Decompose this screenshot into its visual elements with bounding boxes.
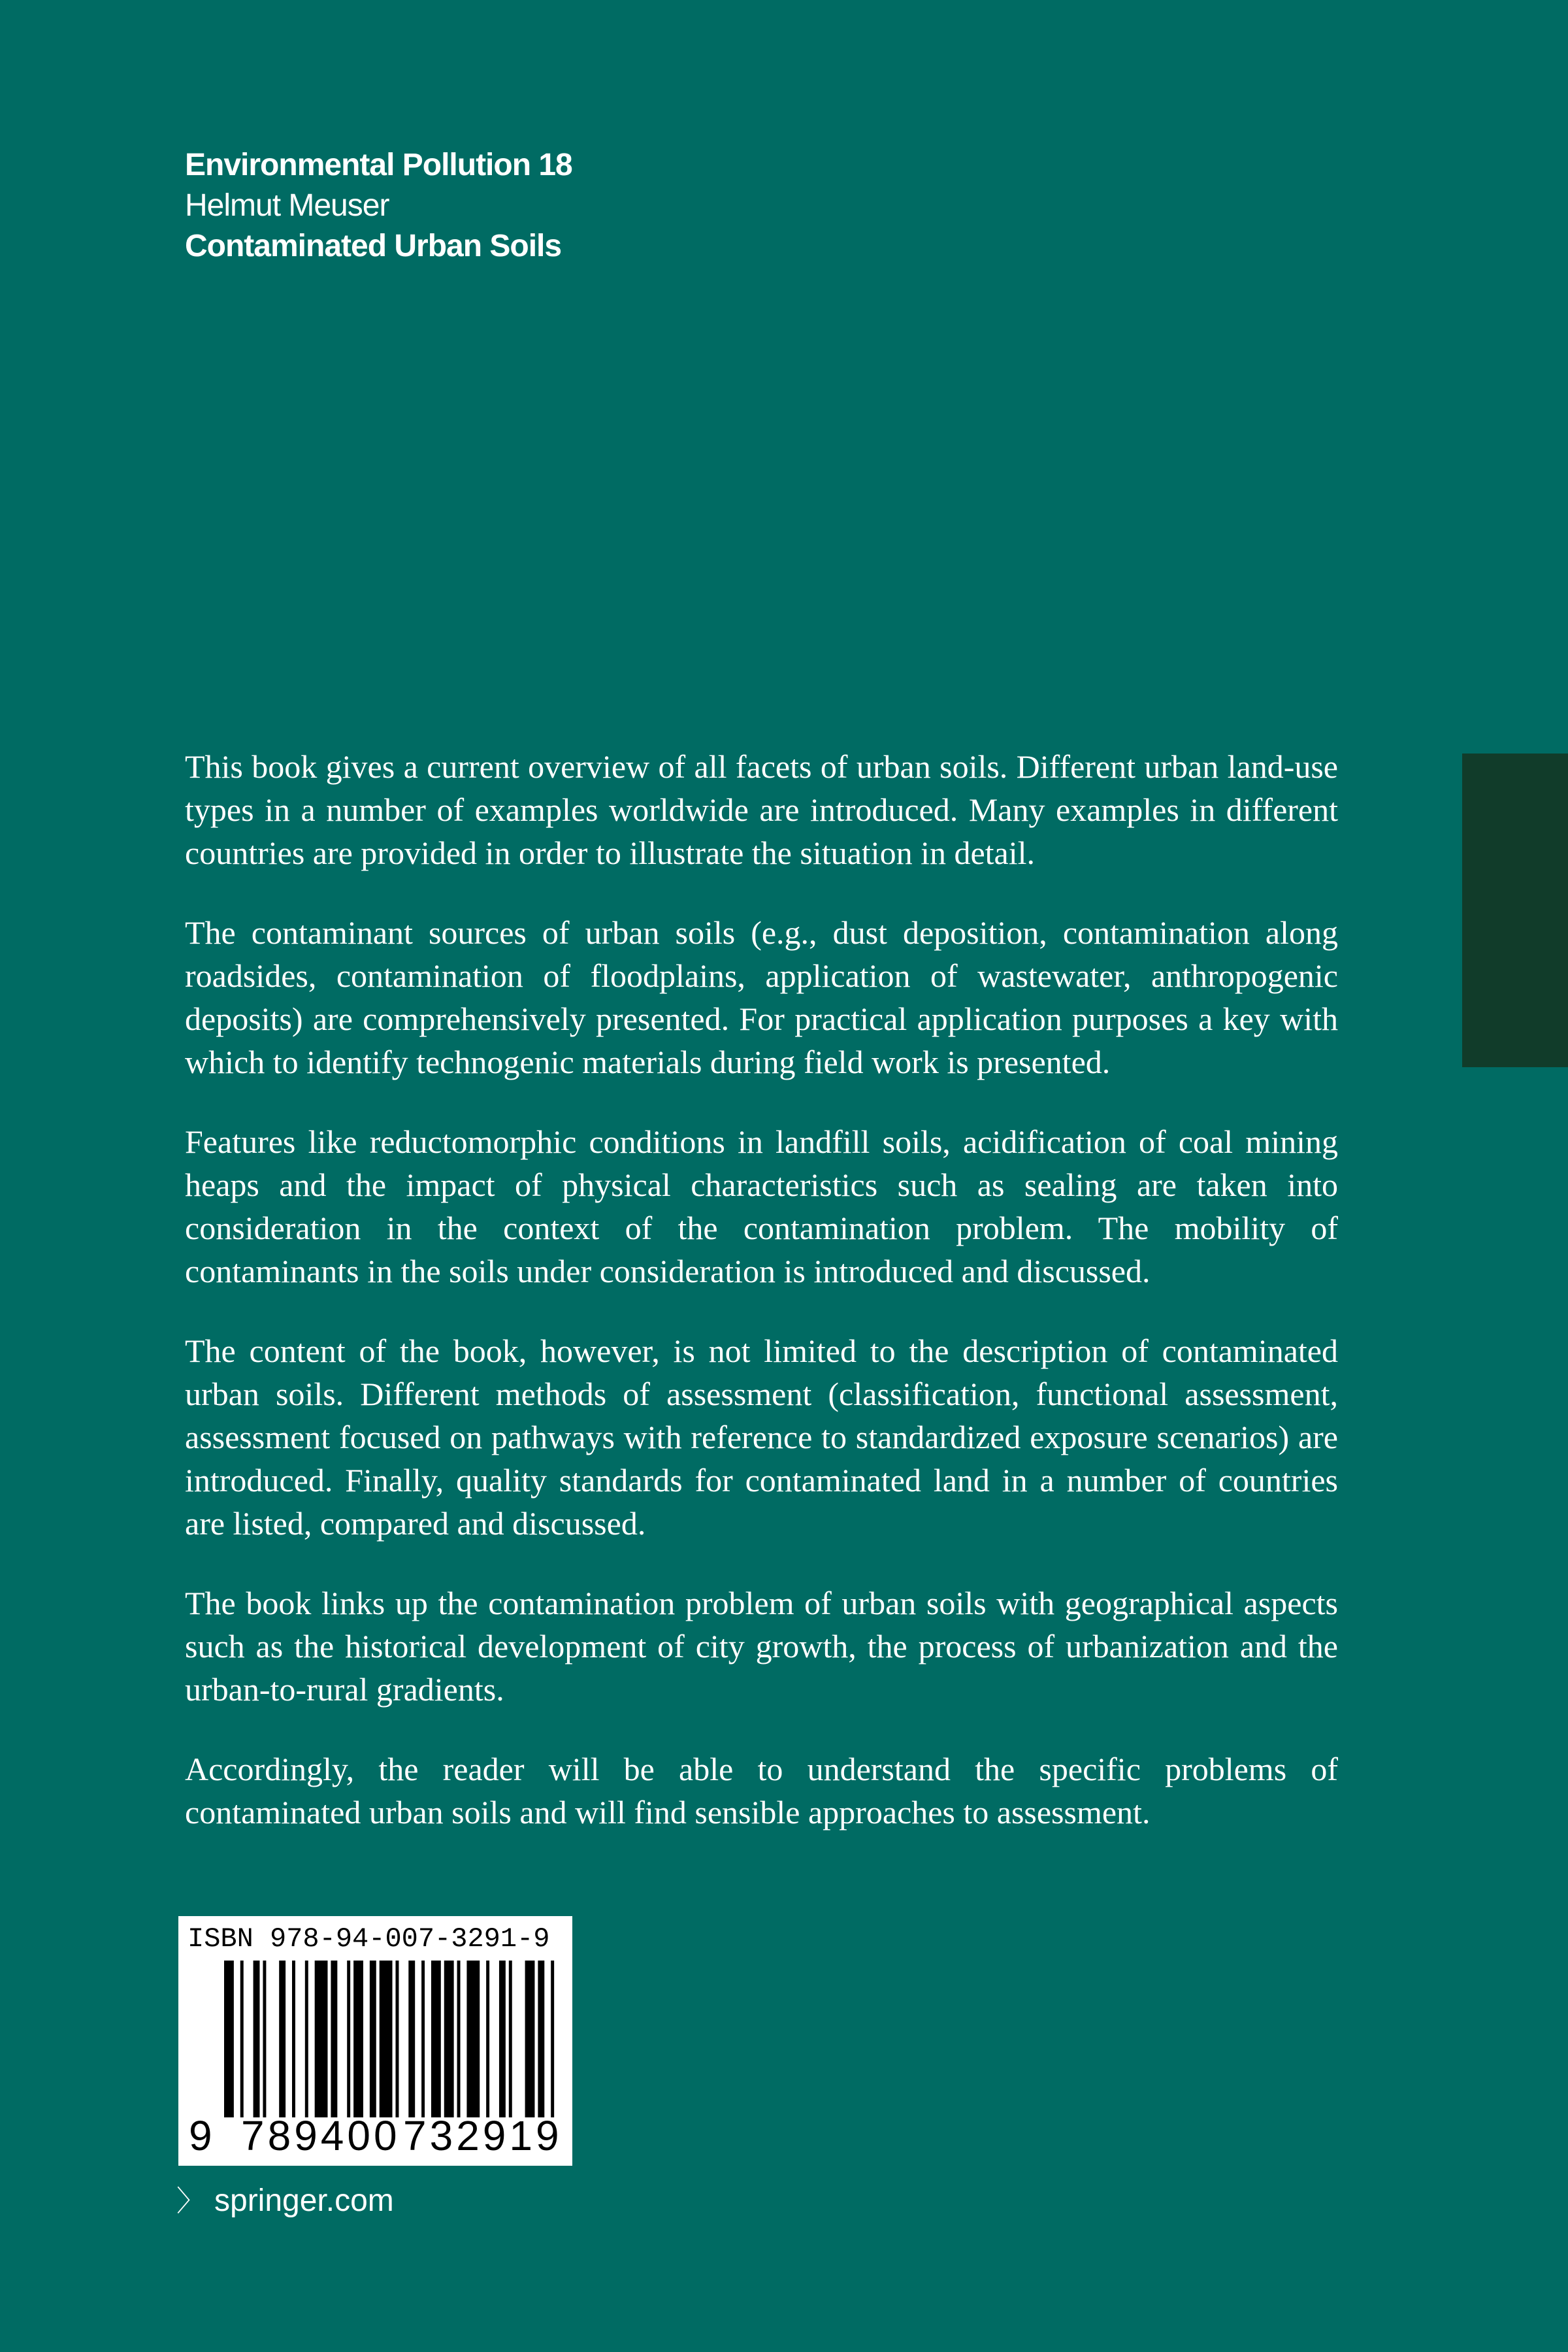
barcode-bar <box>499 1961 506 2117</box>
barcode-bar <box>305 1961 308 2117</box>
barcode-bar <box>331 1961 337 2117</box>
description-paragraph: The book links up the contamination problem of urban soils with geographical aspects such as the historical development of city growth, the process of urbanization and the urban-to-rural gradients. <box>185 1585 1338 1708</box>
ean-first-digit: 9 <box>189 2112 216 2159</box>
barcode-bar <box>347 1961 350 2117</box>
book-header <box>185 145 1034 267</box>
description-paragraph: Accordingly, the reader will be able to understand the specific problems of contaminated urban soils and will find sensible approaches to assessment. <box>185 1751 1338 1830</box>
description-paragraph: This book gives a current overview of all facets of urban soils. Different urban land-use types in a number of examples worldwide are introduced. Many examples in different countries are provided in order to illustrate the situation in detail. <box>185 748 1338 871</box>
barcode-bar <box>408 1961 415 2117</box>
description-paragraph: The content of the book, however, is not limited to the description of contaminated urban soils. Different methods of assessment (classification, functional assessment, assessment focused on pathways with reference to standardized exposure scenarios) are introduced. Finally, quality standards for contaminated land in a number of countries are listed, compared and discussed. <box>185 1333 1338 1542</box>
isbn-number: ISBN 978-94-007-3291-9 <box>188 1923 550 1955</box>
isbn-barcode <box>178 1916 572 2166</box>
ean-left-group: 789400 <box>241 2112 400 2159</box>
barcode-bar <box>525 1961 535 2117</box>
barcode-bar <box>224 1961 234 2117</box>
description-paragraph: Features like reductomorphic conditions in landfill soils, acidification of coal mining heaps and the impact of physical characteristics such as sealing are taken into consideration in the context of the contamination problem. The mobility of contaminants in the soils under consideration is introduced and discussed. <box>185 1123 1338 1289</box>
barcode-bar <box>421 1961 425 2117</box>
barcode-bar <box>253 1961 260 2117</box>
book-title: Contaminated Urban Soils <box>185 229 562 263</box>
barcode-bar <box>240 1961 244 2117</box>
description-paragraph: The contaminant sources of urban soils (e.g., dust deposition, contamination along roadsides, contamination of floodplains, application of wastewater, anthropogenic deposits) are comprehensively presented. For practical application purposes a key with which to identify technogenic materials during field work is presented. <box>185 914 1338 1080</box>
book-description <box>185 745 1338 1870</box>
barcode-bar <box>292 1961 295 2117</box>
barcode-bar <box>279 1961 286 2117</box>
barcode-bar <box>353 1961 363 2117</box>
barcode-bar <box>509 1961 512 2117</box>
barcode-bar <box>431 1961 441 2117</box>
series-title: Environmental Pollution 18 <box>185 148 572 182</box>
barcode-bar <box>315 1961 328 2117</box>
barcode-bar <box>370 1961 376 2117</box>
side-color-tab <box>1462 754 1568 1067</box>
barcode-bar <box>263 1961 266 2117</box>
publisher-site: springer.com <box>214 2183 394 2218</box>
ean-digits <box>178 2112 572 2164</box>
ean-right-group: 732919 <box>403 2112 563 2159</box>
barcode-bar <box>444 1961 454 2117</box>
barcode-bar <box>380 1961 393 2117</box>
chevron-right-icon: 〉 <box>176 2185 205 2217</box>
barcode-bar <box>395 1961 399 2117</box>
barcode-bar <box>486 1961 489 2117</box>
author-name: Helmut Meuser <box>185 188 389 223</box>
barcode-bar <box>551 1961 554 2117</box>
barcode-bar <box>457 1961 461 2117</box>
barcode-bars <box>224 1961 564 2117</box>
publisher-link[interactable] <box>176 2180 394 2223</box>
barcode-bar <box>538 1961 544 2117</box>
barcode-bar <box>466 1961 480 2117</box>
